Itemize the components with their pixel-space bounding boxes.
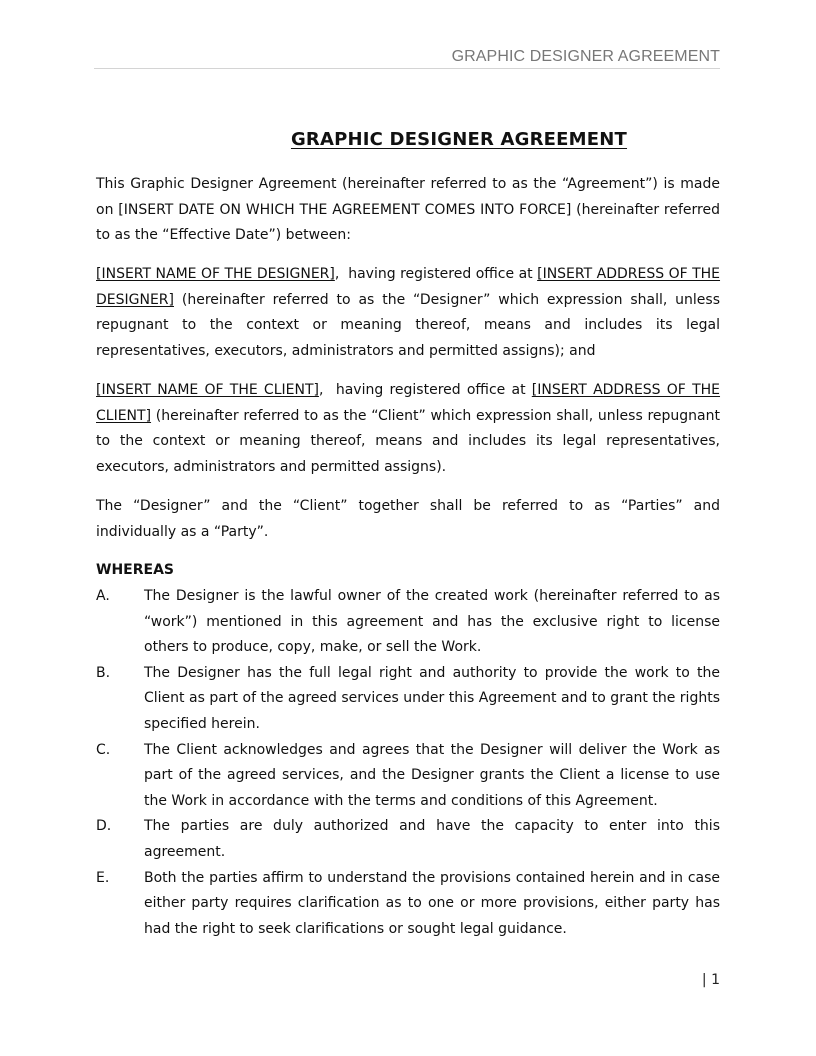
page-number: | 1 (701, 972, 720, 988)
intro-paragraph: This Graphic Designer Agreement (hereinafter referred to as the “Agreement”) is made on [INSERT DATE ON WHICH THE AGREEMENT COMES INTO FORCE] (hereinafter referred to as the “Effective Date”) between: (96, 176, 720, 244)
recital-item (96, 661, 720, 738)
client-name-placeholder: [INSERT NAME OF THE CLIENT] (96, 382, 319, 398)
designer-address-placeholder: [INSERT ADDRESS OF THE DESIGNER] (96, 266, 721, 308)
recitals-list (96, 584, 720, 942)
client-definition-text: (hereinafter referred to as the “Client” which expression shall, unless repugnant to the context or meaning thereof, means and includes its legal representatives, executors, administrators and permitted assigns). (96, 407, 720, 475)
parties-definition-paragraph: The “Designer” and the “Client” together shall be referred to as “Parties” and individually as a “Party”. (96, 498, 720, 540)
designer-definition-text: (hereinafter referred to as the “Designer” which expression shall, unless repugnant to the context or meaning thereof, means and includes its legal representatives, executors, administrators and permitted assigns); and (96, 291, 720, 359)
designer-name-placeholder: [INSERT NAME OF THE DESIGNER] (96, 266, 335, 282)
recital-letter: A. (96, 588, 110, 604)
document-title: GRAPHIC DESIGNER AGREEMENT (290, 129, 628, 150)
recital-item (96, 584, 720, 661)
recital-letter: D. (96, 818, 112, 835)
recital-text: The Designer has the full legal right and authority to provide the work to the Client as part of the agreed services under this Agreement and to grant the rights specified herein. (144, 664, 720, 732)
recital-letter: B. (96, 664, 111, 681)
client-address-placeholder: [INSERT ADDRESS OF THE CLIENT] (96, 382, 721, 424)
recital-text: Both the parties affirm to understand the provisions contained herein and in case either party requires clarification as to one or more provisions, either party has had the right to seek clarifications or sought legal guidance. (144, 869, 720, 937)
recital-letter: E. (96, 869, 110, 886)
client-party-paragraph (96, 378, 720, 480)
page-header (94, 47, 720, 69)
recital-item (96, 738, 720, 815)
recital-text: The Client acknowledges and agrees that the Designer will deliver the Work as part of the agreed services, and the Designer grants the Client a license to use the Work in accordance with the terms and conditions of this Agreement. (144, 741, 720, 809)
running-header-title: GRAPHIC DESIGNER AGREEMENT (451, 48, 720, 65)
recital-text: The parties are duly authorized and have the capacity to enter into this agreement. (144, 818, 720, 860)
recital-item (96, 866, 720, 943)
recital-item (96, 814, 720, 865)
recital-text: The Designer is the lawful owner of the created work (hereinafter referred to as “work”) mentioned in this agreement and has the exclusive right to license others to produce, copy, make, or sell the Work. (144, 588, 720, 656)
designer-party-paragraph (96, 262, 720, 364)
whereas-heading: WHEREAS (96, 562, 174, 578)
designer-office-text: , having registered office at (334, 266, 538, 282)
client-office-text: , having registered office at (318, 382, 532, 398)
recital-letter: C. (96, 741, 111, 758)
